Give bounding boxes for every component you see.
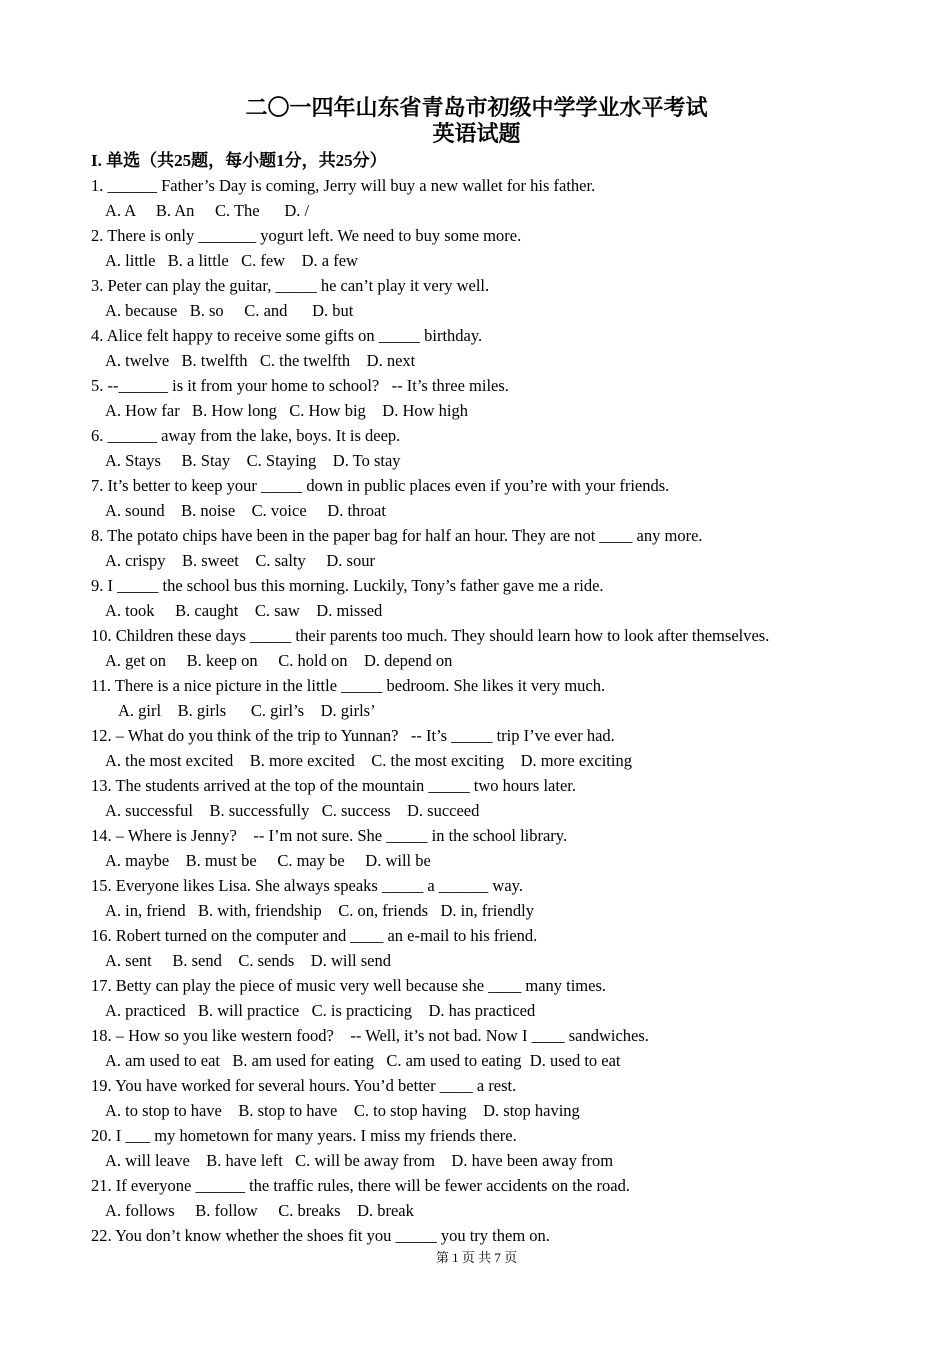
- question-options: A. took B. caught C. saw D. missed: [105, 601, 383, 620]
- question-options: A. sent B. send C. sends D. will send: [105, 951, 391, 970]
- question-text: 4. Alice felt happy to receive some gifts on _____ birthday.: [91, 326, 483, 345]
- question-list: [91, 173, 862, 1248]
- question-text: 3. Peter can play the guitar, _____ he can’t play it very well.: [91, 276, 490, 295]
- exam-title-line2: 英语试题: [432, 121, 521, 146]
- exam-title-line1: 二〇一四年山东省青岛市初级中学学业水平考试: [245, 95, 708, 120]
- question-text: 5. --______ is it from your home to school? -- It’s three miles.: [91, 376, 509, 395]
- question-text: 22. You don’t know whether the shoes fit you _____ you try them on.: [91, 1226, 550, 1245]
- question-options: A. to stop to have B. stop to have C. to stop having D. stop having: [105, 1101, 580, 1120]
- question-options: A. successful B. successfully C. success D. succeed: [105, 801, 480, 820]
- question-options: A. will leave B. have left C. will be away from D. have been away from: [105, 1151, 614, 1170]
- question-text: 18. – How so you like western food? -- Well, it’s not bad. Now I ____ sandwiches.: [91, 1026, 649, 1045]
- question-text: 21. If everyone ______ the traffic rules, there will be fewer accidents on the road.: [91, 1176, 630, 1195]
- question-text: 9. I _____ the school bus this morning. Luckily, Tony’s father gave me a ride.: [91, 576, 604, 595]
- question-text: 11. There is a nice picture in the little _____ bedroom. She likes it very much.: [91, 676, 606, 695]
- question-text: 12. – What do you think of the trip to Yunnan? -- It’s _____ trip I’ve ever had.: [91, 726, 615, 745]
- question-text: 14. – Where is Jenny? -- I’m not sure. She _____ in the school library.: [91, 826, 568, 845]
- question-text: 2. There is only _______ yogurt left. We need to buy some more.: [91, 226, 522, 245]
- question-options: A. sound B. noise C. voice D. throat: [105, 501, 386, 520]
- question-text: 10. Children these days _____ their parents too much. They should learn how to look after themselves.: [91, 626, 770, 645]
- question-options: A. Stays B. Stay C. Staying D. To stay: [105, 451, 401, 470]
- question-options: A. get on B. keep on C. hold on D. depend on: [105, 651, 453, 670]
- question-options: A. follows B. follow C. breaks D. break: [105, 1201, 414, 1220]
- question-text: 15. Everyone likes Lisa. She always speaks _____ a ______ way.: [91, 876, 523, 895]
- question-options: A. the most excited B. more excited C. the most exciting D. more exciting: [105, 751, 632, 770]
- question-options: A. crispy B. sweet C. salty D. sour: [105, 551, 375, 570]
- page-footer: 第 1 页 共 7 页: [435, 1250, 518, 1265]
- question-options: A. in, friend B. with, friendship C. on, friends D. in, friendly: [105, 901, 534, 920]
- question-options: A. A B. An C. The D. /: [105, 201, 310, 220]
- question-options: A. little B. a little C. few D. a few: [105, 251, 358, 270]
- question-options: A. am used to eat B. am used for eating C. am used to eating D. used to eat: [105, 1051, 621, 1070]
- question-options: A. practiced B. will practice C. is practicing D. has practiced: [105, 1001, 536, 1020]
- question-text: 19. You have worked for several hours. You’d better ____ a rest.: [91, 1076, 517, 1095]
- question-text: 8. The potato chips have been in the paper bag for half an hour. They are not ____ any more.: [91, 526, 703, 545]
- question-options: A. twelve B. twelfth C. the twelfth D. next: [105, 351, 416, 370]
- question-options: A. maybe B. must be C. may be D. will be: [105, 851, 431, 870]
- question-text: 17. Betty can play the piece of music very well because she ____ many times.: [91, 976, 607, 995]
- question-text: 20. I ___ my hometown for many years. I miss my friends there.: [91, 1126, 517, 1145]
- question-text: 16. Robert turned on the computer and ____ an e-mail to his friend.: [91, 926, 538, 945]
- question-text: 1. ______ Father’s Day is coming, Jerry will buy a new wallet for his father.: [91, 176, 596, 195]
- question-text: 7. It’s better to keep your _____ down in public places even if you’re with your friends.: [91, 476, 670, 495]
- question-text: 6. ______ away from the lake, boys. It is deep.: [91, 426, 401, 445]
- question-options: A. How far B. How long C. How big D. How high: [105, 401, 468, 420]
- question-text: 13. The students arrived at the top of the mountain _____ two hours later.: [91, 776, 576, 795]
- question-options: A. because B. so C. and D. but: [105, 301, 354, 320]
- question-options: A. girl B. girls C. girl’s D. girls’: [118, 701, 376, 720]
- section-header: I. 单选（共25题，每小题1分，共25分）: [91, 151, 387, 170]
